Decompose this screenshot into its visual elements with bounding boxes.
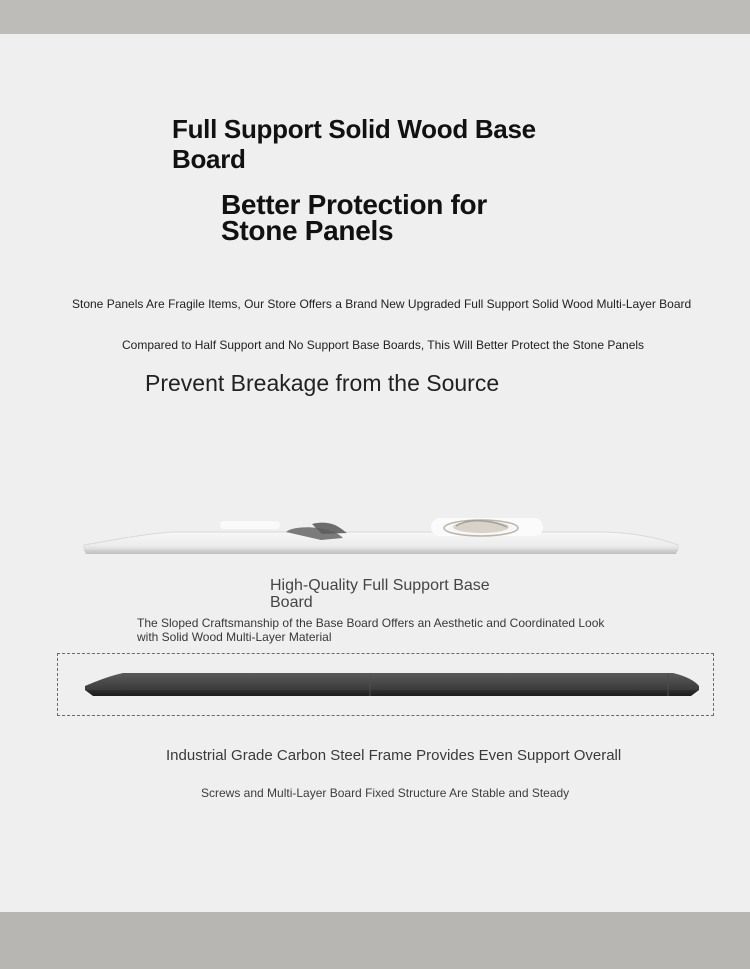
tagline: Prevent Breakage from the Source	[145, 370, 500, 396]
main-heading: Full Support Solid Wood Base Board	[172, 114, 536, 174]
support-detail: Screws and Multi-Layer Board Fixed Structure Are Stable and Steady	[201, 786, 570, 800]
support-headline: Industrial Grade Carbon Steel Frame Provides Even Support Overall	[166, 747, 622, 764]
feature-title: High-Quality Full Support Base Board	[270, 577, 490, 611]
sub-heading: Better Protection for Stone Panels	[221, 189, 487, 246]
bottom-banner	[0, 912, 750, 969]
feature-body: The Sloped Craftsmanship of the Base Board Offers an Aesthetic and Coordinated Look with Solid Wood Multi-Layer Material	[137, 616, 605, 644]
description-line-1: Stone Panels Are Fragile Items, Our Store Offers a Brand New Upgraded Full Support Solid Wood Multi-Layer Board	[72, 297, 692, 311]
base-board-icon	[83, 663, 700, 699]
description-line-2: Compared to Half Support and No Support Base Boards, This Will Better Protect the Stone Panels	[122, 338, 645, 352]
stone-panel-icon	[76, 510, 682, 556]
top-banner	[0, 0, 750, 34]
product-description-canvas	[0, 34, 750, 912]
